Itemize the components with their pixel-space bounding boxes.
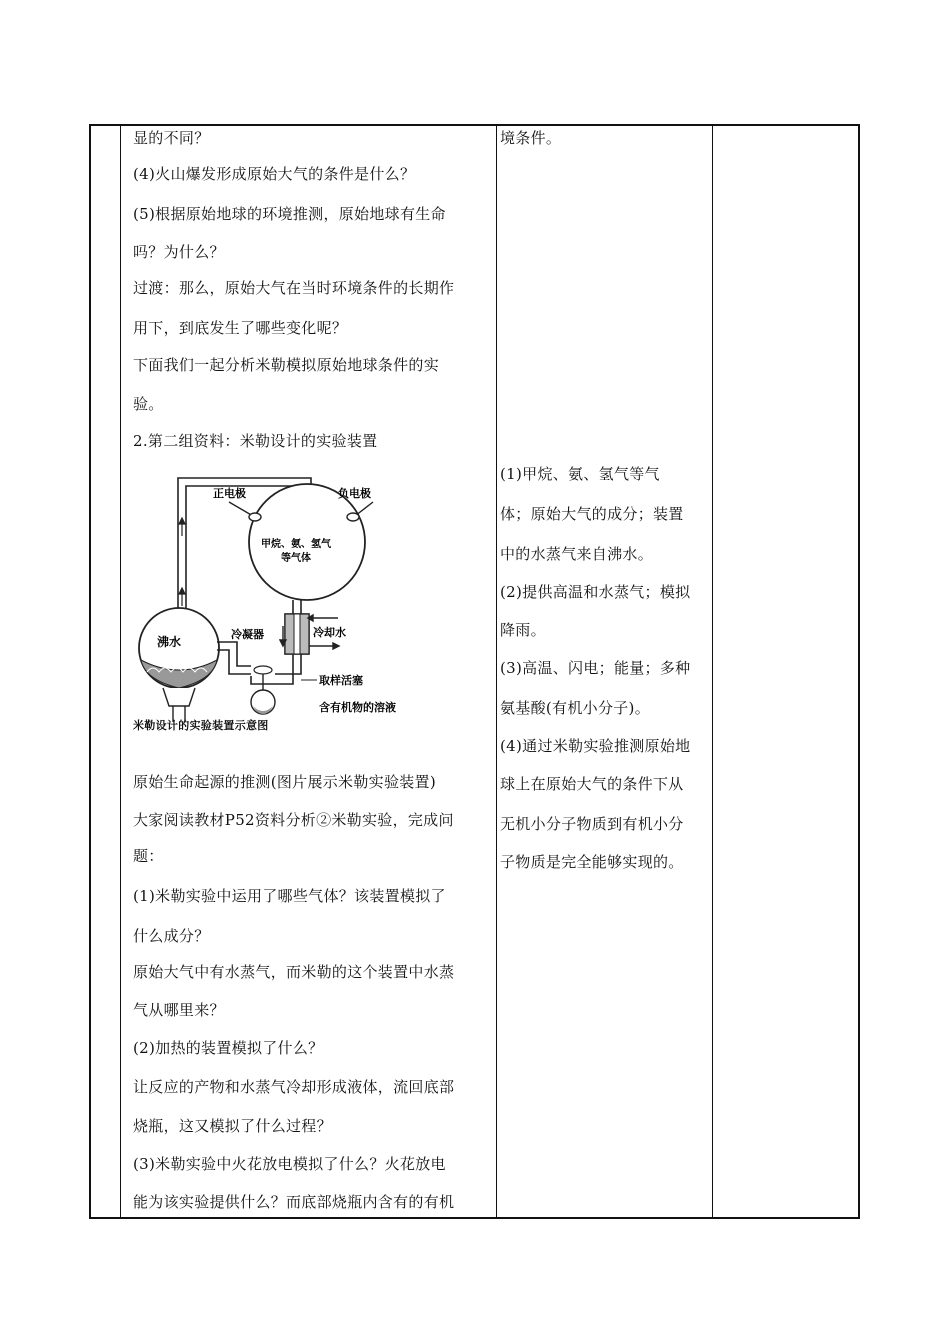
text-line: 显的不同？ <box>133 129 210 147</box>
diagram-caption: 米勒设计的实验装置示意图 <box>133 719 269 732</box>
text-line: (4)火山爆发形成原始大气的条件是什么？ <box>133 165 416 183</box>
answer-line: 中的水蒸气来自沸水。 <box>500 545 654 563</box>
text-line: 气从哪里来？ <box>133 1001 225 1019</box>
condenser-label: 冷凝器 <box>231 628 264 641</box>
positive-electrode-label: 正电极 <box>213 487 246 500</box>
text-line: 烧瓶，这又模拟了什么过程？ <box>133 1117 332 1135</box>
column-divider <box>120 124 121 1219</box>
answer-line: 无机小分子物质到有机小分 <box>500 815 684 833</box>
table-bottom-border <box>89 1217 860 1219</box>
text-line: 原始生命起源的推测(图片展示米勒实验装置) <box>133 773 437 791</box>
solution-label: 含有机物的溶液 <box>319 701 396 714</box>
answer-line: (3)高温、闪电；能量；多种 <box>500 659 691 677</box>
text-line: 什么成分？ <box>133 927 210 945</box>
gas-label-line1: 甲烷、氨、氢气 <box>261 539 331 550</box>
negative-electrode-label: 负电极 <box>338 487 371 500</box>
text-line: 能为该实验提供什么？而底部烧瓶内含有的有机 <box>133 1193 455 1211</box>
text-line: 让反应的产物和水蒸气冷却形成液体，流回底部 <box>133 1078 455 1096</box>
table-top-border <box>89 124 860 126</box>
answer-line: (2)提供高温和水蒸气；模拟 <box>500 583 691 601</box>
answer-line: (1)甲烷、氨、氢气等气 <box>500 465 660 483</box>
text-line: (3)米勒实验中火花放电模拟了什么？火花放电 <box>133 1155 446 1173</box>
miller-apparatus-diagram <box>133 466 433 726</box>
text-line: 题： <box>133 847 164 865</box>
text-line: (2)加热的装置模拟了什么？ <box>133 1039 324 1057</box>
answer-line: 氨基酸(有机小分子)。 <box>500 699 651 717</box>
answer-line: 球上在原始大气的条件下从 <box>500 775 684 793</box>
text-line: 大家阅读教材P52资料分析②米勒实验，完成问 <box>133 811 454 829</box>
text-line: 吗？为什么？ <box>133 243 225 261</box>
answer-line: 子物质是完全能够实现的。 <box>500 853 684 871</box>
cooling-water-label: 冷却水 <box>313 626 346 639</box>
table-right-border <box>858 124 860 1219</box>
column-divider <box>712 124 713 1219</box>
text-line: 原始大气中有水蒸气，而米勒的这个装置中水蒸 <box>133 963 455 981</box>
text-line: 验。 <box>133 395 164 413</box>
lesson-table <box>89 124 860 1219</box>
answer-line: (4)通过米勒实验推测原始地 <box>500 737 691 755</box>
table-left-border <box>89 124 91 1219</box>
sampling-valve-label: 取样活塞 <box>319 674 363 687</box>
text-line: 过渡：那么，原始大气在当时环境条件的长期作 <box>133 279 455 297</box>
column-divider <box>496 124 497 1219</box>
text-line: (5)根据原始地球的环境推测，原始地球有生命 <box>133 205 446 223</box>
text-line: 下面我们一起分析米勒模拟原始地球条件的实 <box>133 356 440 374</box>
gas-label-line2: 等气体 <box>281 553 311 564</box>
text-line: 用下，到底发生了哪些变化呢？ <box>133 319 348 337</box>
text-line: (1)米勒实验中运用了哪些气体？该装置模拟了 <box>133 887 446 905</box>
boiling-water-label: 沸水 <box>157 635 182 649</box>
answer-line: 体；原始大气的成分；装置 <box>500 505 684 523</box>
answer-line: 降雨。 <box>500 621 546 639</box>
text-line: 2.第二组资料：米勒设计的实验装置 <box>133 432 378 450</box>
text-line: 境条件。 <box>500 129 562 147</box>
